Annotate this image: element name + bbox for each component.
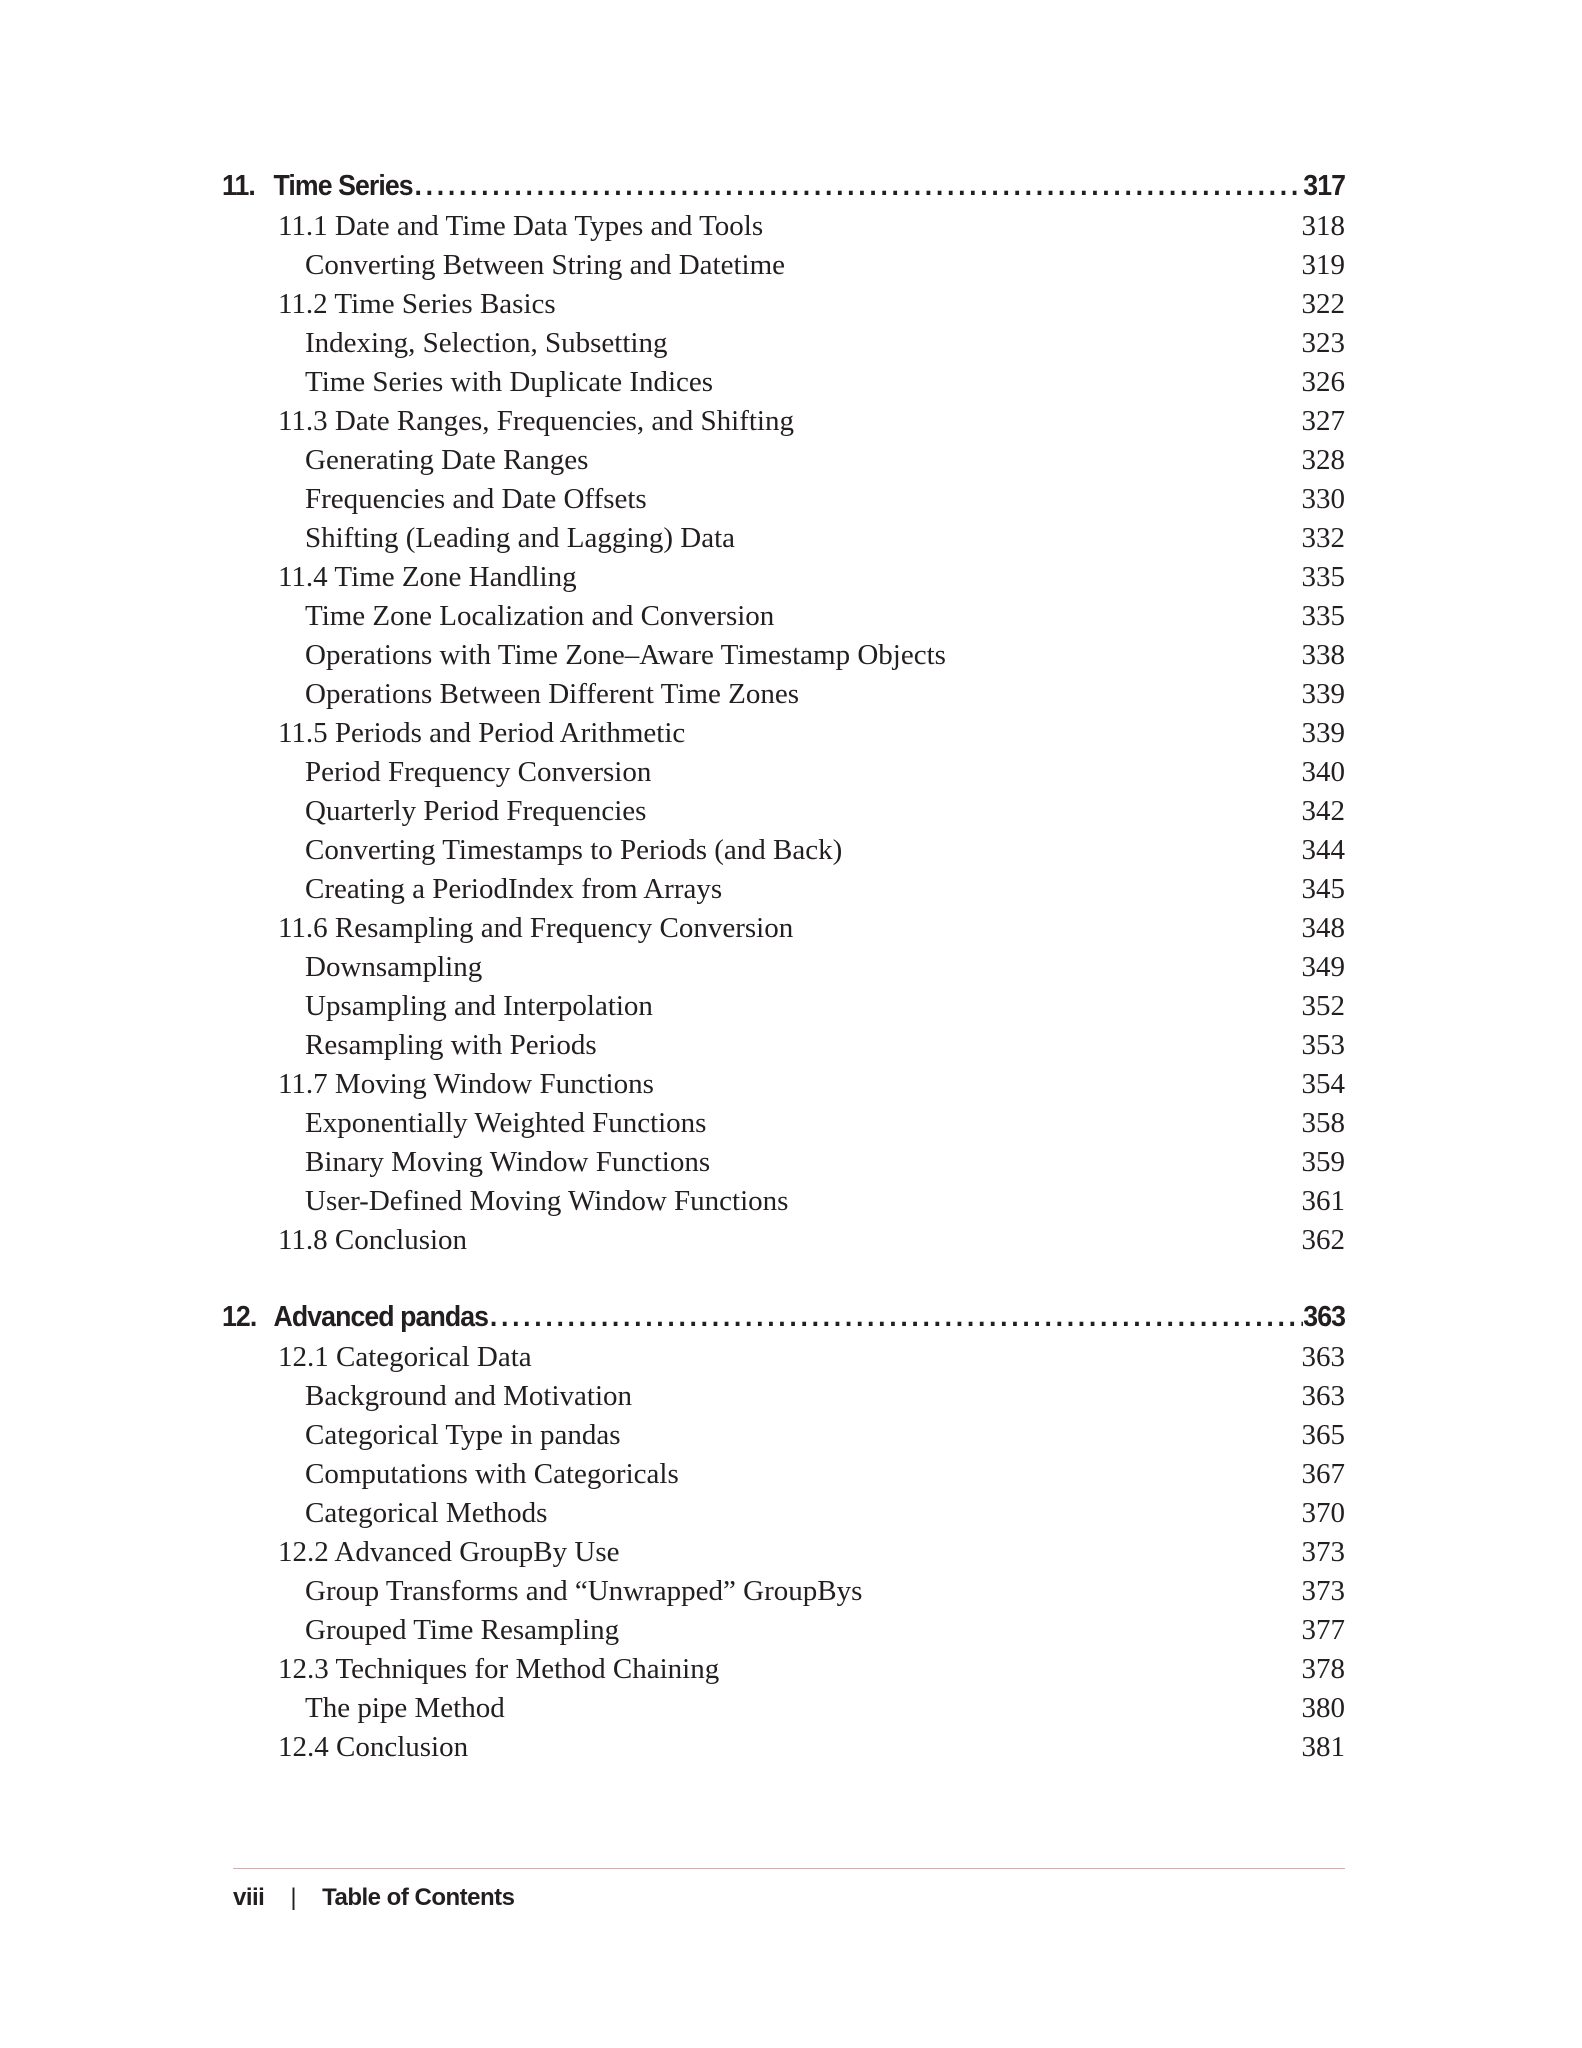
entry-title: The pipe Method	[305, 1692, 505, 1724]
toc-subsection-entry[interactable]	[222, 597, 1345, 636]
entry-title: Converting Between String and Datetime	[305, 249, 786, 281]
toc-subsection-entry[interactable]	[222, 480, 1345, 519]
entry-page-number: 359	[1301, 1146, 1345, 1178]
entry-title: 11.4 Time Zone Handling	[278, 561, 577, 593]
toc-subsection-entry[interactable]	[222, 1026, 1345, 1065]
toc-subsection-entry[interactable]	[222, 675, 1345, 714]
chapter-gap	[222, 1260, 1345, 1296]
entry-title: Creating a PeriodIndex from Arrays	[305, 873, 723, 905]
entry-title: 11.7 Moving Window Functions	[278, 1068, 654, 1100]
entry-page-number: 323	[1301, 327, 1345, 359]
entry-title: Period Frequency Conversion	[305, 756, 652, 788]
entry-title: Binary Moving Window Functions	[305, 1146, 711, 1178]
entry-page-number: 335	[1301, 600, 1345, 632]
entry-title: Indexing, Selection, Subsetting	[305, 327, 668, 359]
entry-page-number: 373	[1301, 1575, 1345, 1607]
toc-section-entry[interactable]	[222, 714, 1345, 753]
chapter-title: Advanced pandas	[273, 1301, 489, 1333]
entry-page-number: 378	[1301, 1653, 1345, 1685]
entry-page-number: 363	[1301, 1380, 1345, 1412]
entry-title: 11.6 Resampling and Frequency Conversion	[278, 912, 794, 944]
entry-title: Converting Timestamps to Periods (and Back)	[305, 834, 843, 866]
entry-page-number: 319	[1301, 249, 1345, 281]
toc-section-entry[interactable]	[222, 1338, 1345, 1377]
toc-subsection-entry[interactable]	[222, 1689, 1345, 1728]
toc-subsection-entry[interactable]	[222, 831, 1345, 870]
entry-page-number: 361	[1301, 1185, 1345, 1217]
entry-title: 12.1 Categorical Data	[278, 1341, 532, 1373]
toc-subsection-entry[interactable]	[222, 753, 1345, 792]
toc-section-entry[interactable]	[222, 207, 1345, 246]
entry-page-number: 328	[1301, 444, 1345, 476]
entry-page-number: 348	[1301, 912, 1345, 944]
toc-subsection-entry[interactable]	[222, 1494, 1345, 1533]
toc-subsection-entry[interactable]	[222, 792, 1345, 831]
entry-page-number: 380	[1301, 1692, 1345, 1724]
entry-title: Categorical Methods	[305, 1497, 548, 1529]
toc-subsection-entry[interactable]	[222, 324, 1345, 363]
entry-title: 11.5 Periods and Period Arithmetic	[278, 717, 686, 749]
entry-title: Upsampling and Interpolation	[305, 990, 653, 1022]
page-footer	[233, 1884, 514, 1912]
dot-leader	[488, 1296, 1303, 1338]
chapter-title: Time Series	[273, 170, 413, 202]
entry-page-number: 367	[1301, 1458, 1345, 1490]
entry-page-number: 353	[1301, 1029, 1345, 1061]
toc-subsection-entry[interactable]	[222, 1182, 1345, 1221]
entry-title: Time Series with Duplicate Indices	[305, 366, 714, 398]
entry-page-number: 377	[1301, 1614, 1345, 1646]
entry-title: 11.1 Date and Time Data Types and Tools	[278, 210, 764, 242]
entry-page-number: 342	[1301, 795, 1345, 827]
entry-page-number: 332	[1301, 522, 1345, 554]
entry-page-number: 327	[1301, 405, 1345, 437]
footer-rule	[233, 1868, 1345, 1869]
entry-title: Operations Between Different Time Zones	[305, 678, 799, 710]
entry-page-number: 345	[1301, 873, 1345, 905]
entry-page-number: 363	[1301, 1341, 1345, 1373]
toc-section-entry[interactable]	[222, 1650, 1345, 1689]
entry-page-number: 358	[1301, 1107, 1345, 1139]
entry-page-number: 349	[1301, 951, 1345, 983]
entry-title: 12.3 Techniques for Method Chaining	[278, 1653, 720, 1685]
toc-subsection-entry[interactable]	[222, 636, 1345, 675]
footer-page-number: viii	[233, 1884, 265, 1911]
entry-title: Operations with Time Zone–Aware Timestamp Objects	[305, 639, 946, 671]
toc-subsection-entry[interactable]	[222, 1143, 1345, 1182]
toc-subsection-entry[interactable]	[222, 1455, 1345, 1494]
footer-separator: |	[290, 1884, 297, 1911]
entry-page-number: 352	[1301, 990, 1345, 1022]
entry-page-number: 326	[1301, 366, 1345, 398]
entry-title: 11.8 Conclusion	[278, 1224, 468, 1256]
entry-page-number: 381	[1301, 1731, 1345, 1763]
entry-page-number: 340	[1301, 756, 1345, 788]
entry-title: Time Zone Localization and Conversion	[305, 600, 775, 632]
entry-title: Categorical Type in pandas	[305, 1419, 621, 1451]
toc-section-entry[interactable]	[222, 1533, 1345, 1572]
toc-subsection-entry[interactable]	[222, 1377, 1345, 1416]
entry-page-number: 370	[1301, 1497, 1345, 1529]
toc-subsection-entry[interactable]	[222, 1416, 1345, 1455]
entry-title: Resampling with Periods	[305, 1029, 597, 1061]
toc-subsection-entry[interactable]	[222, 363, 1345, 402]
entry-page-number: 318	[1301, 210, 1345, 242]
toc-section-entry[interactable]	[222, 558, 1345, 597]
entry-page-number: 338	[1301, 639, 1345, 671]
toc-section-entry[interactable]	[222, 285, 1345, 324]
entry-page-number: 339	[1301, 678, 1345, 710]
entry-title: 12.4 Conclusion	[278, 1731, 469, 1763]
entry-page-number: 322	[1301, 288, 1345, 320]
entry-page-number: 373	[1301, 1536, 1345, 1568]
entry-page-number: 335	[1301, 561, 1345, 593]
entry-title: Computations with Categoricals	[305, 1458, 679, 1490]
entry-title: Shifting (Leading and Lagging) Data	[305, 522, 736, 554]
toc-subsection-entry[interactable]	[222, 441, 1345, 480]
toc-subsection-entry[interactable]	[222, 948, 1345, 987]
entry-title: Downsampling	[305, 951, 483, 983]
entry-title: User-Defined Moving Window Functions	[305, 1185, 789, 1217]
chapter-page-number: 363	[1303, 1301, 1346, 1333]
toc-subsection-entry[interactable]	[222, 1572, 1345, 1611]
entry-title: 11.2 Time Series Basics	[278, 288, 556, 320]
entry-page-number: 365	[1301, 1419, 1345, 1451]
footer-section-title: Table of Contents	[322, 1884, 515, 1911]
entry-title: 12.2 Advanced GroupBy Use	[278, 1536, 620, 1568]
toc-section-entry[interactable]	[222, 1728, 1345, 1767]
toc-subsection-entry[interactable]	[222, 519, 1345, 558]
entry-page-number: 330	[1301, 483, 1345, 515]
entry-title: Generating Date Ranges	[305, 444, 589, 476]
toc-subsection-entry[interactable]	[222, 1104, 1345, 1143]
chapter-page-number: 317	[1303, 170, 1346, 202]
entry-title: Grouped Time Resampling	[305, 1614, 620, 1646]
chapter-number: 11.	[222, 170, 255, 202]
entry-page-number: 354	[1301, 1068, 1345, 1100]
toc-section-entry[interactable]	[222, 909, 1345, 948]
entry-title: Frequencies and Date Offsets	[305, 483, 647, 515]
entry-title: Group Transforms and “Unwrapped” GroupBys	[305, 1575, 863, 1607]
toc-subsection-entry[interactable]	[222, 987, 1345, 1026]
entry-page-number: 344	[1301, 834, 1345, 866]
toc-section-entry[interactable]	[222, 402, 1345, 441]
dot-leader	[413, 165, 1304, 207]
chapter-heading[interactable]	[222, 165, 1345, 207]
toc-subsection-entry[interactable]	[222, 1611, 1345, 1650]
chapter-number: 12.	[222, 1301, 257, 1333]
table-of-contents	[222, 165, 1345, 1767]
entry-title: Background and Motivation	[305, 1380, 633, 1412]
entry-title: 11.3 Date Ranges, Frequencies, and Shifting	[278, 405, 794, 437]
entry-page-number: 339	[1301, 717, 1345, 749]
entry-page-number: 362	[1301, 1224, 1345, 1256]
toc-section-entry[interactable]	[222, 1065, 1345, 1104]
toc-subsection-entry[interactable]	[222, 246, 1345, 285]
entry-title: Quarterly Period Frequencies	[305, 795, 647, 827]
chapter-heading[interactable]	[222, 1296, 1345, 1338]
toc-section-entry[interactable]	[222, 1221, 1345, 1260]
entry-title: Exponentially Weighted Functions	[305, 1107, 707, 1139]
toc-subsection-entry[interactable]	[222, 870, 1345, 909]
